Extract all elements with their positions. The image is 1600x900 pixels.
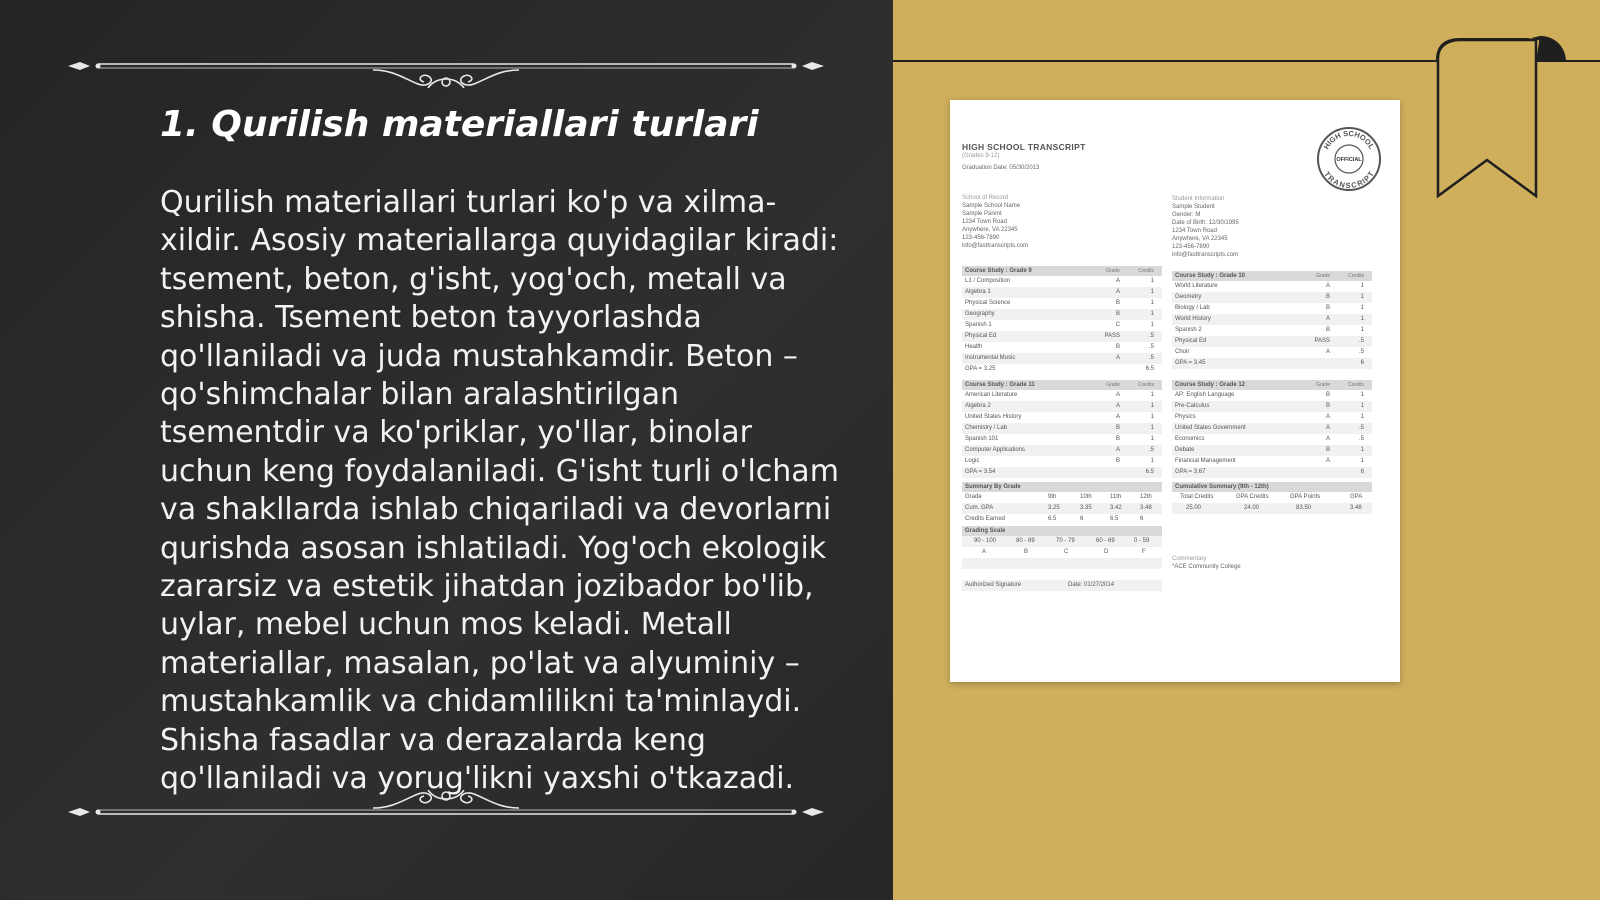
table-row xyxy=(1172,423,1372,434)
cumulative-cell: 25.00 xyxy=(1186,505,1202,511)
course-grade: A xyxy=(1325,316,1330,322)
cumulative-cell: Total Credits xyxy=(1180,494,1214,500)
table-row xyxy=(962,423,1162,434)
cumulative-cell: GPA Points xyxy=(1290,494,1321,500)
grade-col-header: Grade xyxy=(1106,268,1120,274)
course-credit: 1 xyxy=(1360,283,1364,289)
credits-col-header: Credits xyxy=(1138,382,1154,388)
course-grade: A xyxy=(1115,392,1120,398)
cumulative-cell: 3.48 xyxy=(1350,505,1362,511)
course-name: Computer Applications xyxy=(965,447,1026,453)
course-grade: PASS xyxy=(1314,338,1330,344)
commentary-label: Commentary xyxy=(1172,556,1207,562)
summary-cell: 9th xyxy=(1048,494,1057,500)
gpa-row xyxy=(1172,358,1372,369)
course-credit: 1 xyxy=(1360,392,1364,398)
course-grade: C xyxy=(1115,322,1120,328)
official-seal xyxy=(1316,126,1382,192)
course-credit: 1 xyxy=(1360,458,1364,464)
course-grade: A xyxy=(1115,414,1120,420)
course-grade: B xyxy=(1115,311,1120,317)
table-header xyxy=(1172,271,1372,281)
slide-body-text: Qurilish materiallari turlari ko'p va xilma-xildir. Asosiy materiallarga quyidagilar kiradi: tsement, beton, g'isht, yog'och, metall va shisha. Tsement beton tayyorlashda qo'llaniladi va juda mustahkamdir. Beton – qo'shimchalar bilan aralashtirilgan tsementdir va ko'priklar, yo'llar, binolar uchun keng foydalaniladi. G'isht turli o'lcham va shakllarda ishlab chiqariladi va devorlarni qurishda asosan ishlatiladi. Yog'och ekologik zararsiz va estetik jihatdan jozibador bo'lib, uylar, mebel uchun mos keladi. Metall materiallar, masalan, po'lat va alyuminiy – mustahkamlik va chidamlilikni ta'minlaydi. Shisha fasadlar va derazalarda keng qo'llaniladi va yorug'likni yaxshi o'tkazadi. xyxy=(160,185,839,797)
commentary-text: *ACE Community College xyxy=(1172,564,1241,570)
summary-cell: 12th xyxy=(1140,494,1152,500)
top-ornament-divider xyxy=(68,48,824,88)
table-row xyxy=(962,276,1162,287)
table-row xyxy=(1172,434,1372,445)
table-row xyxy=(962,434,1162,445)
grade11-table xyxy=(962,380,1162,478)
slide-title: 1. Qurilish materiallari turlari xyxy=(160,104,759,145)
school-info xyxy=(962,194,1028,250)
signature-date: Date: 01/27/2014 xyxy=(1068,582,1115,588)
summary-cell: 3.25 xyxy=(1048,505,1060,511)
course-grade: A xyxy=(1325,283,1330,289)
grading-letter: D xyxy=(1104,549,1109,555)
summary-cell: 6.5 xyxy=(1110,516,1119,522)
course-grade: B xyxy=(1325,294,1330,300)
course-name: Economics xyxy=(1175,436,1205,442)
course-grade: PASS xyxy=(1104,333,1120,339)
course-credit: 1 xyxy=(1150,311,1154,317)
student-info-line: Anywhere, VA 22345 xyxy=(1172,236,1228,242)
course-name: AP: English Language xyxy=(1175,392,1235,398)
table-row xyxy=(1172,314,1372,325)
cumulative-summary-table xyxy=(1172,482,1372,514)
summary-cell: 3.42 xyxy=(1110,505,1122,511)
course-name: United States History xyxy=(965,414,1022,420)
table-row xyxy=(1172,445,1372,456)
school-info-line: 1234 Town Road xyxy=(962,219,1007,225)
grading-letter: C xyxy=(1064,549,1069,555)
course-grade: A xyxy=(1115,447,1120,453)
course-credit: .5 xyxy=(1358,349,1364,355)
summary-cell: 11th xyxy=(1110,494,1122,500)
course-grade: B xyxy=(1325,305,1330,311)
course-name: Geography xyxy=(965,311,995,317)
credit-total: 6 xyxy=(1360,360,1364,366)
table-row xyxy=(1172,390,1372,401)
student-info-line: 1234 Town Road xyxy=(1172,228,1217,234)
course-grade: A xyxy=(1325,425,1330,431)
course-name: Spanish 101 xyxy=(965,436,999,442)
table-row xyxy=(962,569,1162,580)
grade-col-header: Grade xyxy=(1316,382,1330,388)
table-row xyxy=(1172,401,1372,412)
grading-range: 90 - 100 xyxy=(974,538,997,544)
credit-total: 6 xyxy=(1360,469,1364,475)
school-info-line: Sample School Name xyxy=(962,203,1021,209)
table-row xyxy=(1172,281,1372,292)
course-name: Algebra 2 xyxy=(965,403,991,409)
table-row xyxy=(962,445,1162,456)
course-credit: .5 xyxy=(1148,447,1154,453)
table-header-label: Course Study : Grade 10 xyxy=(1175,273,1246,279)
student-info-line: Date of Birth: 12/30/1995 xyxy=(1172,220,1239,226)
course-name: Pre-Calculus xyxy=(1175,403,1210,409)
grade-col-header: Grade xyxy=(1316,273,1330,279)
student-info xyxy=(1172,195,1239,259)
course-credit: 1 xyxy=(1150,458,1154,464)
course-credit: 1 xyxy=(1360,316,1364,322)
course-grade: A xyxy=(1115,278,1120,284)
course-name: Financial Management xyxy=(1175,458,1236,464)
table-header xyxy=(962,266,1162,276)
course-credit: 1 xyxy=(1360,327,1364,333)
course-credit: .5 xyxy=(1148,333,1154,339)
course-grade: A xyxy=(1115,403,1120,409)
course-grade: A xyxy=(1115,355,1120,361)
credits-col-header: Credits xyxy=(1138,268,1154,274)
course-credit: 1 xyxy=(1150,414,1154,420)
course-name: World History xyxy=(1175,316,1211,322)
bookmark-icon xyxy=(1436,36,1566,201)
table-row xyxy=(962,412,1162,423)
table-header-label: Course Study : Grade 9 xyxy=(965,268,1032,274)
gpa-row xyxy=(962,467,1162,478)
seal-top-text: HIGH SCHOOL xyxy=(1321,128,1377,151)
table-header-label: Course Study : Grade 11 xyxy=(965,382,1035,388)
course-name: Chemistry / Lab xyxy=(965,425,1008,431)
gpa-row xyxy=(1172,467,1372,478)
course-grade: B xyxy=(1115,458,1120,464)
course-credit: 1 xyxy=(1360,414,1364,420)
seal-bottom-text: TRANSCRIPT xyxy=(1322,169,1376,191)
student-info-line: info@fasttranscripts.com xyxy=(1172,252,1239,258)
course-credit: 1 xyxy=(1360,403,1364,409)
course-grade: B xyxy=(1115,344,1120,350)
table-row xyxy=(962,456,1162,467)
signature-label: Authorized Signature xyxy=(965,582,1022,588)
gpa-value: GPA = 3.54 xyxy=(965,469,996,475)
table-row xyxy=(962,309,1162,320)
course-name: Algebra 1 xyxy=(965,289,991,295)
table-row xyxy=(962,536,1162,547)
school-info-line: info@fasttranscripts.com xyxy=(962,243,1029,249)
summary-cell: 6.5 xyxy=(1048,516,1057,522)
course-name: L1 / Composition xyxy=(965,278,1011,284)
table-row xyxy=(962,547,1162,558)
course-grade: A xyxy=(1325,436,1330,442)
course-credit: .5 xyxy=(1148,344,1154,350)
commentary xyxy=(1172,555,1241,571)
cumulative-cell: GPA xyxy=(1350,494,1363,500)
summary-label: Cum. GPA xyxy=(965,505,994,511)
course-name: Choir xyxy=(1175,349,1190,355)
student-info-line: 123-456-7890 xyxy=(1172,244,1210,250)
table-row xyxy=(962,342,1162,353)
credits-col-header: Credits xyxy=(1348,382,1364,388)
course-credit: 1 xyxy=(1150,300,1154,306)
course-grade: A xyxy=(1325,414,1330,420)
course-name: Physical Ed xyxy=(965,333,997,339)
course-name: World Literature xyxy=(1175,283,1218,289)
summary-cell: 6 xyxy=(1140,516,1144,522)
table-header xyxy=(962,380,1162,390)
school-info-line: Anywhere, VA 22345 xyxy=(962,227,1018,233)
grading-range: 70 - 79 xyxy=(1056,538,1075,544)
table-row xyxy=(962,353,1162,364)
table-row xyxy=(1172,492,1372,503)
credit-total: 6.5 xyxy=(1145,469,1154,475)
course-name: Physical Ed xyxy=(1175,338,1207,344)
course-name: United States Government xyxy=(1175,425,1246,431)
student-info-line: Sample Student xyxy=(1172,204,1215,210)
course-grade: B xyxy=(1325,403,1330,409)
table-row xyxy=(962,390,1162,401)
course-grade: A xyxy=(1325,349,1330,355)
table-row xyxy=(962,287,1162,298)
table-row xyxy=(962,331,1162,342)
course-credit: 1 xyxy=(1150,392,1154,398)
course-name: Health xyxy=(965,344,983,350)
seal-center-text: OFFICIAL xyxy=(1336,157,1362,163)
grading-range: 80 - 89 xyxy=(1016,538,1035,544)
course-name: Debate xyxy=(1175,447,1195,453)
course-name: Logic xyxy=(965,458,980,464)
summary-cell: 3.35 xyxy=(1080,505,1092,511)
course-credit: .5 xyxy=(1358,338,1364,344)
course-credit: 1 xyxy=(1360,447,1364,453)
gpa-row xyxy=(962,364,1162,375)
grade10-table xyxy=(1172,271,1372,369)
course-grade: A xyxy=(1325,458,1330,464)
course-credit: 1 xyxy=(1150,403,1154,409)
table-row xyxy=(1172,325,1372,336)
school-info-line: School of Record xyxy=(962,195,1009,201)
table-header: Summary By Grade xyxy=(962,482,1162,492)
course-credit: 1 xyxy=(1150,289,1154,295)
table-row xyxy=(962,503,1162,514)
grading-letter: A xyxy=(982,549,987,555)
course-credit: .5 xyxy=(1358,436,1364,442)
table-row xyxy=(1172,292,1372,303)
credits-col-header: Credits xyxy=(1348,273,1364,279)
cumulative-cell: 24.00 xyxy=(1244,505,1260,511)
course-name: American Literature xyxy=(965,392,1018,398)
course-grade: A xyxy=(1115,289,1120,295)
grading-letter: F xyxy=(1142,549,1146,555)
table-row xyxy=(1172,347,1372,358)
table-header xyxy=(1172,380,1372,390)
student-info-line: Gender: M xyxy=(1172,212,1201,218)
cumulative-cell: GPA Credits xyxy=(1236,494,1269,500)
course-credit: 1 xyxy=(1150,425,1154,431)
grading-range: 60 - 69 xyxy=(1096,538,1115,544)
graduation-date: Graduation Date: 05/30/2013 xyxy=(962,165,1040,171)
credit-total: 6.5 xyxy=(1145,366,1154,372)
school-info-line: 123-456-7890 xyxy=(962,235,1000,241)
table-row xyxy=(1172,412,1372,423)
summary-cell: 6 xyxy=(1080,516,1084,522)
course-name: Geometry xyxy=(1175,294,1202,300)
course-name: Spanish 1 xyxy=(965,322,992,328)
course-credit: 1 xyxy=(1150,436,1154,442)
course-credit: 1 xyxy=(1360,294,1364,300)
gpa-value: GPA = 3.45 xyxy=(1175,360,1206,366)
table-row xyxy=(1172,456,1372,467)
table-header: Grading Scale xyxy=(962,526,1162,536)
table-row xyxy=(962,401,1162,412)
grade12-table xyxy=(1172,380,1372,478)
grading-range: 0 - 59 xyxy=(1134,538,1150,544)
school-info-line: Sample Parent xyxy=(962,211,1002,217)
grade9-table xyxy=(962,266,1162,375)
summary-label: Credits Earned xyxy=(965,516,1006,522)
course-grade: B xyxy=(1325,327,1330,333)
table-row xyxy=(1172,303,1372,314)
course-grade: B xyxy=(1325,392,1330,398)
course-grade: B xyxy=(1115,436,1120,442)
course-name: Physical Science xyxy=(965,300,1011,306)
table-header-label: Course Study : Grade 12 xyxy=(1175,382,1246,388)
course-credit: .5 xyxy=(1358,425,1364,431)
course-credit: .5 xyxy=(1148,355,1154,361)
summary-label: Grade xyxy=(965,494,982,500)
transcript-document-image xyxy=(950,100,1400,682)
course-name: Biology / Lab xyxy=(1175,305,1210,311)
transcript-subtitle: (Grades 9-12) xyxy=(962,153,1000,159)
table-row xyxy=(962,580,1162,591)
course-grade: B xyxy=(1325,447,1330,453)
summary-by-grade-table xyxy=(962,482,1162,525)
table-row xyxy=(962,298,1162,309)
gpa-value: GPA = 3.25 xyxy=(965,366,996,372)
course-grade: B xyxy=(1115,300,1120,306)
student-info-line: Student Information xyxy=(1172,196,1225,202)
table-row xyxy=(962,320,1162,331)
table-header: Cumulative Summary (9th - 12th) xyxy=(1172,482,1372,492)
grade-col-header: Grade xyxy=(1106,382,1120,388)
course-credit: 1 xyxy=(1150,322,1154,328)
table-row xyxy=(962,492,1162,503)
table-row xyxy=(1172,336,1372,347)
course-name: Physics xyxy=(1175,414,1196,420)
course-credit: 1 xyxy=(1150,278,1154,284)
transcript-title: HIGH SCHOOL TRANSCRIPT xyxy=(962,142,1086,152)
grading-letter: B xyxy=(1024,549,1029,555)
table-row xyxy=(962,514,1162,525)
summary-cell: 3.48 xyxy=(1140,505,1152,511)
course-name: Spanish 2 xyxy=(1175,327,1202,333)
summary-cell: 10th xyxy=(1080,494,1092,500)
gpa-value: GPA = 3.67 xyxy=(1175,469,1206,475)
course-credit: 1 xyxy=(1360,305,1364,311)
cumulative-cell: 83.50 xyxy=(1296,505,1312,511)
table-row xyxy=(1172,503,1372,514)
course-grade: B xyxy=(1115,425,1120,431)
grading-scale-table xyxy=(962,526,1162,591)
table-row xyxy=(962,558,1162,569)
course-name: Instrumental Music xyxy=(965,355,1016,361)
